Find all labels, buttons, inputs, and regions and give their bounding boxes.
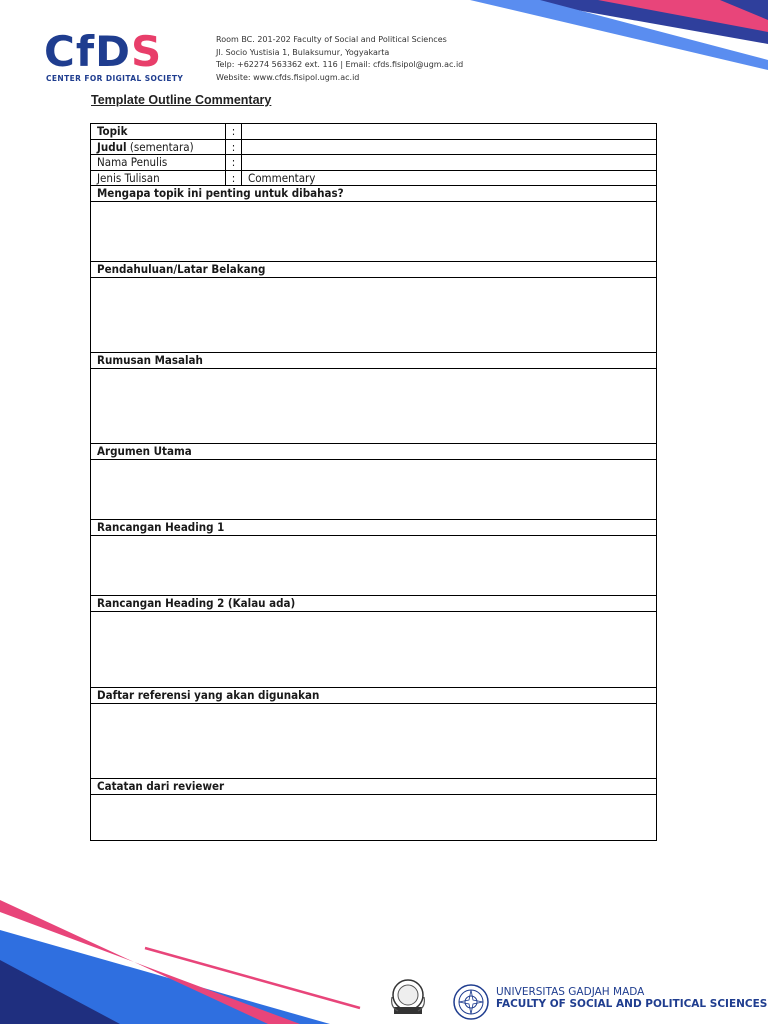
cfds-logo	[44, 27, 163, 76]
section-heading-introduction: Pendahuluan/Latar Belakang	[91, 262, 656, 278]
section-heading-heading-1: Rancangan Heading 1	[91, 520, 656, 536]
meta-colon: :	[226, 171, 242, 186]
meta-label: Nama Penulis	[91, 155, 226, 170]
logo-tagline: CENTER FOR DIGITAL SOCIETY	[46, 74, 184, 83]
section-body-references[interactable]	[91, 704, 656, 779]
ugm-seal-icon	[452, 983, 490, 1021]
contact-address-street: Jl. Socio Yustisia 1, Bulaksumur, Yogyakarta	[216, 47, 390, 57]
logo-text: CfDS	[44, 27, 163, 76]
university-name	[496, 986, 767, 1010]
contact-website: Website: www.cfds.fisipol.ugm.ac.id	[216, 72, 360, 82]
accreditation-badge-icon	[388, 977, 428, 1019]
section-body-main-argument[interactable]	[91, 460, 656, 520]
section-heading-importance: Mengapa topik ini penting untuk dibahas?	[91, 186, 656, 202]
meta-value-judul[interactable]	[242, 140, 656, 155]
section-heading-main-argument: Argumen Utama	[91, 444, 656, 460]
outline-form	[90, 123, 657, 841]
section-body-problem-statement[interactable]	[91, 369, 656, 444]
contact-block	[216, 34, 463, 84]
section-heading-problem-statement: Rumusan Masalah	[91, 353, 656, 369]
meta-value-jenis-tulisan[interactable]: Commentary	[248, 170, 316, 185]
meta-value-topik[interactable]	[242, 124, 656, 139]
meta-row-jenis-tulisan	[91, 171, 656, 187]
meta-label: Judul (sementara)	[91, 140, 226, 155]
section-heading-reviewer-notes: Catatan dari reviewer	[91, 779, 656, 795]
meta-colon: :	[226, 140, 242, 155]
meta-row-topik	[91, 124, 656, 140]
section-heading-references: Daftar referensi yang akan digunakan	[91, 688, 656, 704]
meta-value-nama-penulis[interactable]	[242, 155, 656, 170]
meta-row-judul	[91, 140, 656, 156]
meta-label: Topik	[91, 124, 226, 139]
section-body-introduction[interactable]	[91, 278, 656, 353]
section-body-importance[interactable]	[91, 202, 656, 262]
meta-colon: :	[226, 124, 242, 139]
meta-label: Jenis Tulisan	[91, 171, 226, 186]
university-line-1: UNIVERSITAS GADJAH MADA	[496, 986, 645, 998]
section-body-heading-1[interactable]	[91, 536, 656, 596]
logo-text-accent: S	[130, 27, 163, 76]
section-heading-heading-2: Rancangan Heading 2 (Kalau ada)	[91, 596, 656, 612]
contact-phone-email: Telp: +62274 563362 ext. 116 | Email: cfds.fisipol@ugm.ac.id	[216, 60, 464, 69]
contact-address-room: Room BC. 201-202 Faculty of Social and Political Sciences	[216, 35, 447, 44]
meta-row-nama-penulis	[91, 155, 656, 171]
meta-colon: :	[226, 155, 242, 170]
section-body-heading-2[interactable]	[91, 612, 656, 688]
document-title: Template Outline Commentary	[91, 93, 272, 107]
section-body-reviewer-notes[interactable]	[91, 795, 656, 840]
university-line-2: FACULTY OF SOCIAL AND POLITICAL SCIENCES	[496, 998, 768, 1010]
